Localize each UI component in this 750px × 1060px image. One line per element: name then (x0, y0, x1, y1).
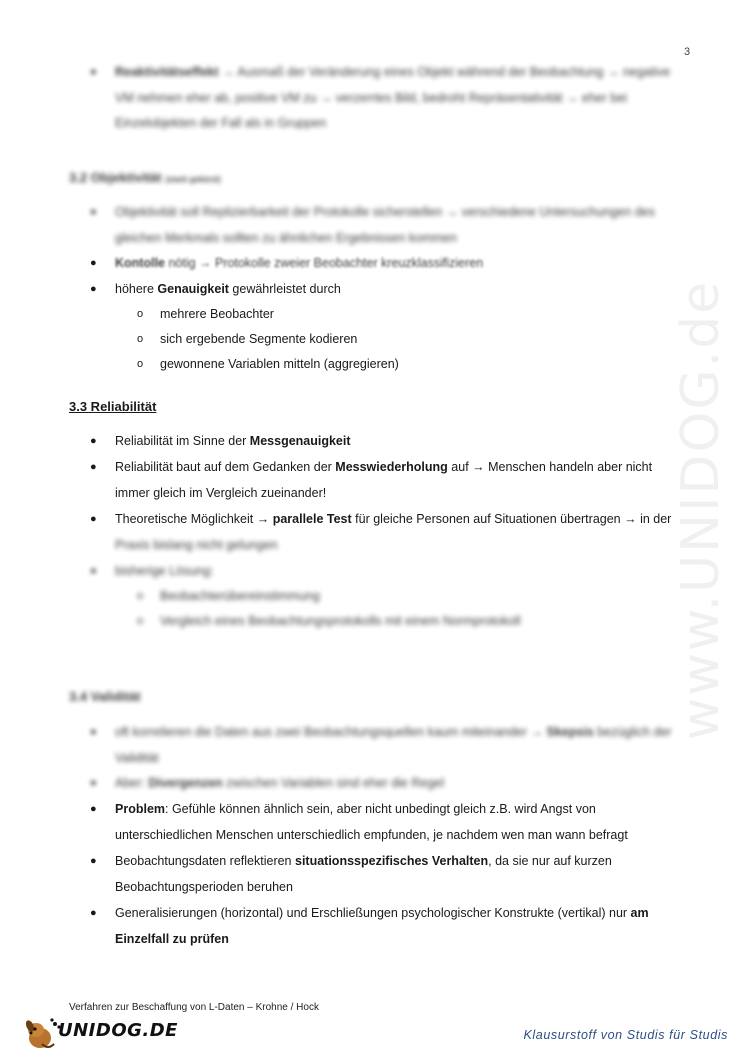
bullet-generalisierungen: ● Generalisierungen (horizontal) und Erschließungen psychologischer Konstrukte (vertikal) nur am Einzelfall zu prüfen (90, 906, 649, 946)
bullet-problem: ● Problem: Gefühle können ähnlich sein, aber nicht unbedingt gleich z.B. wird Angst von unterschiedlichen Menschen unterschiedlich empfunden, je nachdem wen man wann befragt (90, 802, 628, 842)
page-number: 3 (684, 46, 691, 58)
heading-objektivitaet: 3.2 Objektivität (stark gekürzt) (69, 170, 221, 185)
footer-text: Verfahren zur Beschaffung von L-Daten – Krohne / Hock (69, 1002, 319, 1013)
bullet-messgenauigkeit: ● Reliabilität im Sinne der Messgenauigkeit (90, 434, 351, 448)
bullet-divergenzen: ● Aber: Divergenzen zwischen Variablen sind eher die Regel (90, 776, 445, 790)
bullet-skepsis: ● oft korrelieren die Daten aus zwei Beobachtungsquellen kaum miteinander → Skepsis bezüglich der Validität (90, 725, 672, 765)
bullet-reaktivitaet: ● Reaktivitätseffekt → Ausmaß der Veränderung eines Objekt während der Beobachtung → negative VM nehmen eher ab, positive VM zu → verzerrtes Bild, bedroht Repräsentativität → eher bei Einzelobjekten der Fall als in Gruppen (90, 65, 671, 130)
heading-reliabilitaet: 3.3 Reliabilität (69, 399, 157, 414)
watermark: www.UNIDOG.de (671, 279, 731, 741)
bullet-parallele-test: ● Theoretische Möglichkeit → parallele Test für gleiche Personen auf Situationen übertragen → in der (90, 512, 672, 526)
bullet-genauigkeit: ● höhere Genauigkeit gewährleistet durch (90, 282, 341, 296)
heading-validitaet: 3.4 Validität (69, 689, 141, 704)
bullet-bisherige-loesung: ● bisherige Lösung: (90, 564, 214, 578)
dog-icon (22, 1014, 62, 1054)
sub-item-normprotokoll: o Vergleich eines Beobachtungsprotokolls mit einem Normprotokoll (137, 614, 521, 628)
sub-item-segmente: o sich ergebende Segmente kodieren (137, 332, 358, 346)
bullet-kontrolle: ● Kontolle nötig → Protokolle zweier Beobachter kreuzklassifizieren (90, 256, 484, 270)
slogan: Klausurstoff von Studis für Studis (523, 1028, 728, 1042)
sub-item-beobachteruebereinstimmung: o Beobachterübereinstimmung (137, 589, 320, 603)
sub-item-variablen: o gewonnene Variablen mitteln (aggregieren) (137, 357, 399, 371)
bullet-messwiederholung: ● Reliabilität baut auf dem Gedanken der Messwiederholung auf → Menschen handeln aber nicht immer gleich im Vergleich zueinander! (90, 460, 653, 500)
bullet-objektivitaet-1: ● Objektivität soll Replizierbarkeit der Protokolle sicherstellen → verschiedene Untersuchungen des gleichen Merkmals sollten zu ähnlichen Ergebnissen kommen (90, 205, 655, 245)
sub-item-beobachter: o mehrere Beobachter (137, 307, 274, 321)
unidog-logo: UNIDOG.DE (22, 1014, 162, 1054)
bullet-situationsspezifisch: ● Beobachtungsdaten reflektieren situationsspezifisches Verhalten, da sie nur auf kurzen Beobachtungsperioden beruhen (90, 854, 612, 894)
bullet-praxis: Praxis bislang nicht gelungen (115, 538, 278, 552)
